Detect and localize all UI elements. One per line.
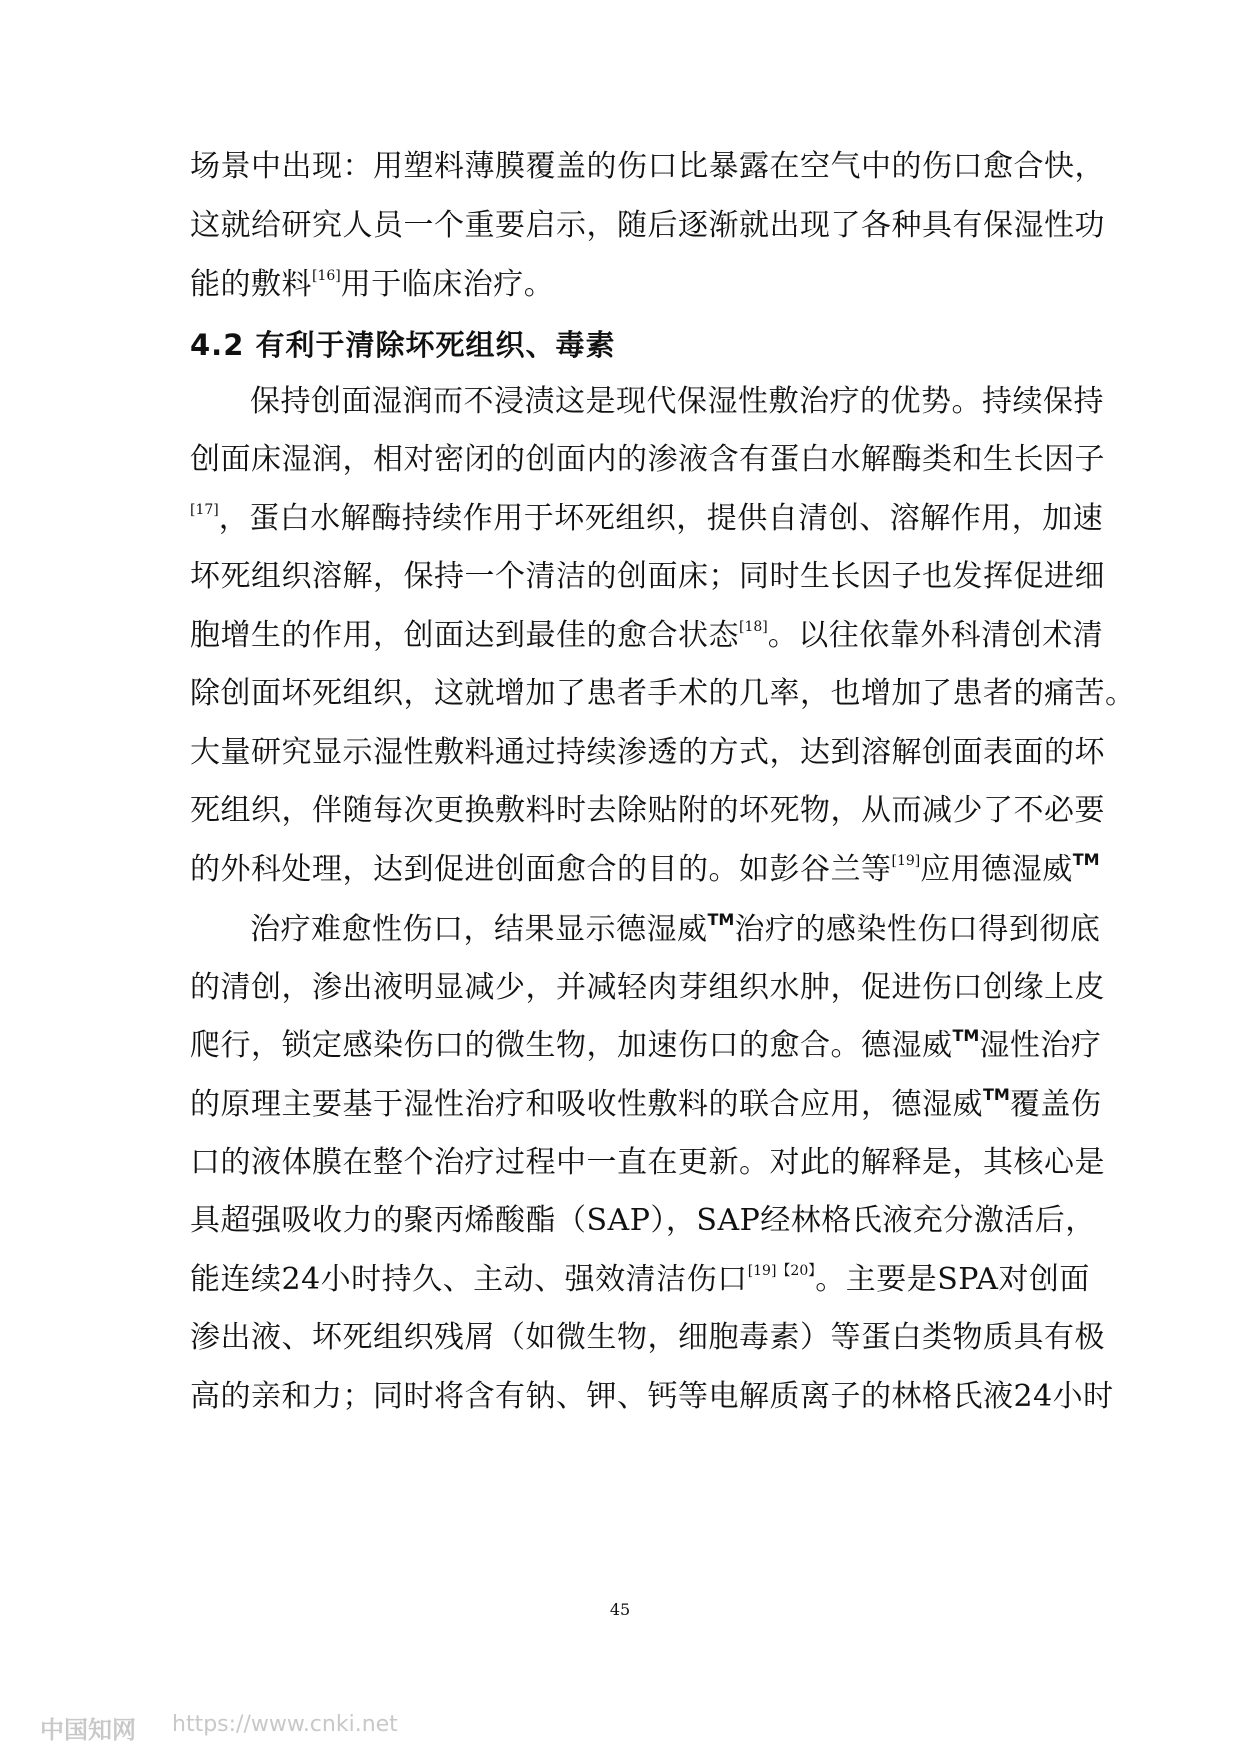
citation: [19]【20】	[747, 1263, 816, 1279]
page-number: 45	[609, 1600, 631, 1619]
paragraph-line: 的外科处理，达到促进创面愈合的目的。如彭谷兰等[19]应用德湿威™	[190, 850, 1100, 887]
paragraph-line: 坏死组织溶解，保持一个清洁的创面床；同时生长因子也发挥促进细	[190, 559, 1105, 594]
paragraph-line: 胞增生的作用，创面达到最佳的愈合状态[18]。以往依靠外科清创术清	[190, 618, 1104, 653]
watermark-url: https://www.cnki.net	[172, 1712, 398, 1737]
citation: [19]	[891, 853, 921, 869]
paragraph-line: 的清创，渗出液明显减少，并减轻肉芽组织水肿，促进伤口创缘上皮	[190, 970, 1105, 1005]
paragraph-line: 能连续24小时持久、主动、强效清洁伤口$^{[19]【20】}$。主要是SPA对创面	[190, 1262, 1090, 1297]
trademark-mark: TM	[1072, 850, 1100, 869]
paragraph-line: 大量研究显示湿性敷料通过持续渗透的方式，达到溶解创面表面的坏	[190, 735, 1105, 770]
paragraph-line: [17]，蛋白水解酶持续作用于坏死组织，提供自清创、溶解作用，加速	[190, 501, 1104, 536]
paragraph-line: 死组织，伴随每次更换敷料时去除贴附的坏死物，从而减少了不必要	[190, 793, 1105, 828]
paragraph-line: 能的敷料[16]用于临床治疗。	[190, 267, 555, 302]
trademark-mark: TM	[983, 1085, 1010, 1104]
watermark-brand: 中国知网	[40, 1716, 136, 1744]
section-heading: 4.2 有利于清除坏死组织、毒素	[190, 328, 616, 362]
paragraph-line: 治疗难愈性伤口，结果显示德湿威™治疗的感染性伤口得到彻底	[250, 910, 1101, 947]
paragraph-line: 保持创面湿润而不浸渍这是现代保湿性敷治疗的优势。持续保持	[250, 384, 1104, 419]
paragraph-line: 口的液体膜在整个治疗过程中一直在更新。对此的解释是，其核心是	[190, 1145, 1105, 1180]
paragraph-line: 渗出液、坏死组织残屑（如微生物，细胞毒素）等蛋白类物质具有极	[190, 1320, 1105, 1355]
trademark-mark: TM	[707, 910, 735, 929]
citation: [17]	[190, 502, 219, 518]
paragraph-line: 创面床湿润，相对密闭的创面内的渗液含有蛋白水解酶类和生长因子	[190, 442, 1105, 477]
paragraph-line: 场景中出现：用塑料薄膜覆盖的伤口比暴露在空气中的伤口愈合快，	[190, 149, 1105, 184]
paragraph-line: 具超强吸收力的聚丙烯酸酯（SAP），SAP经林格氏液充分激活后，	[190, 1203, 1096, 1238]
paragraph-line: 的原理主要基于湿性治疗和吸收性敷料的联合应用，德湿威™覆盖伤	[190, 1085, 1102, 1122]
paragraph-line: 高的亲和力；同时将含有钠、钾、钙等电解质离子的林格氏液24小时	[190, 1379, 1114, 1414]
citation: [16]	[312, 268, 341, 284]
paragraph-line: 爬行，锁定感染伤口的微生物，加速伤口的愈合。德湿威™湿性治疗	[190, 1026, 1102, 1063]
trademark-mark: TM	[952, 1026, 980, 1045]
paragraph-line: 这就给研究人员一个重要启示，随后逐渐就出现了各种具有保湿性功	[190, 208, 1105, 243]
paragraph-line: 除创面坏死组织，这就增加了患者手术的几率，也增加了患者的痛苦。	[190, 676, 1136, 711]
citation: [18]	[739, 619, 768, 635]
